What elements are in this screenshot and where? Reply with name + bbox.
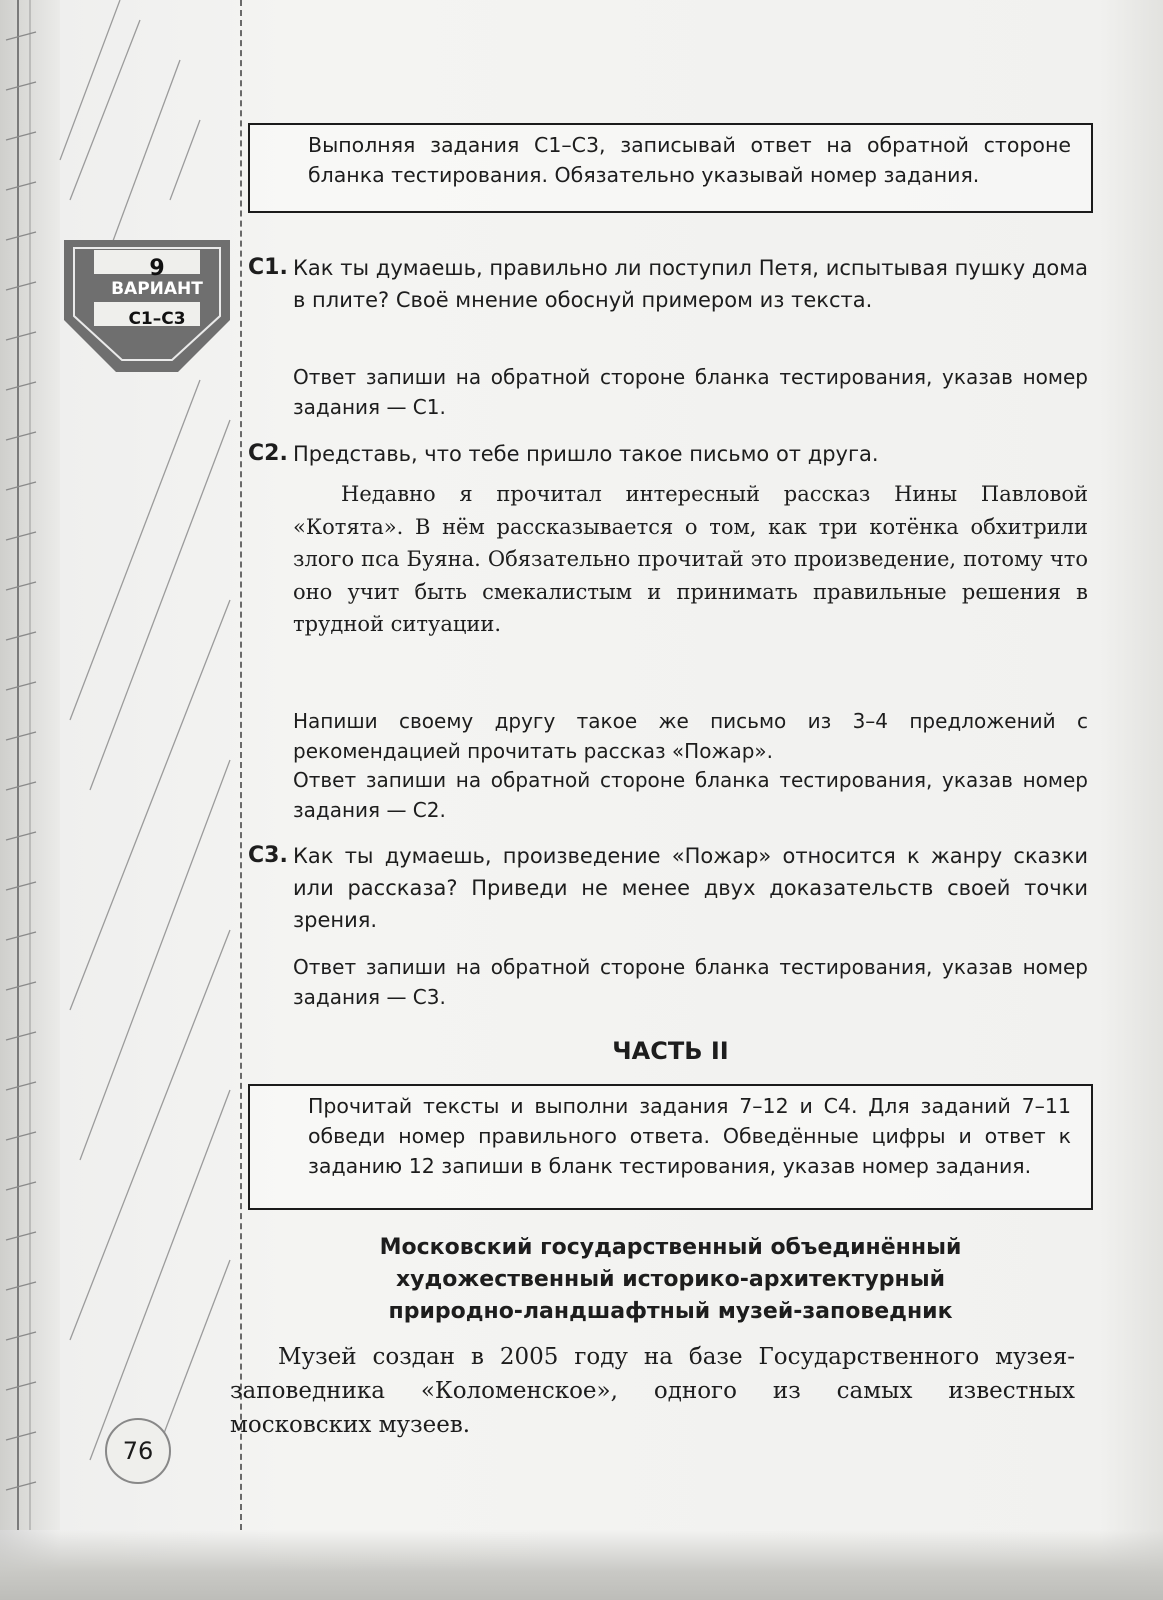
task-number: С1. — [248, 255, 288, 280]
variant-label: ВАРИАНТ — [111, 279, 203, 299]
task-number: С2. — [248, 441, 288, 466]
margin-hatching — [0, 0, 248, 1530]
variant-range: С1–С3 — [128, 309, 186, 329]
task-question: Как ты думаешь, правильно ли поступил Петя, испытывая пушку дома в плите? Своё мнение обоснуй примером из текста. — [293, 256, 1088, 312]
part-heading: ЧАСТЬ II — [612, 1037, 729, 1065]
instruction-part2-text: Прочитай тексты и выполни задания 7–12 и С4. Для заданий 7–11 обведи номер правильного ответа. Обведённые цифры и ответ к заданию 12 запиши в бланк тестирования, указав номер задания. — [308, 1094, 1071, 1178]
task-c3 — [248, 840, 1088, 950]
variant-number: 9 — [149, 256, 165, 281]
task-question: Как ты думаешь, произведение «Пожар» относится к жанру сказки или рассказа? Приведи не менее двух доказательств своей точки зрения. — [293, 844, 1088, 932]
answer-note-c3: Ответ запиши на обратной стороне бланка тестирования, указав номер задания — С3. — [293, 955, 1088, 1009]
instruction-box-top — [248, 123, 1093, 213]
friend-letter: Недавно я прочитал интересный рассказ Нины Павловой «Котята». В нём рассказывается о том, как три котёнка обхитрили злого пса Буяна. Обязательно прочитай это произведение, потому что оно учит быть смекалистым и принимать правильные решения в трудной ситуации. — [293, 482, 1088, 636]
task-c1 — [248, 252, 1088, 362]
page-margin — [0, 0, 248, 1530]
instruction-box-part2 — [248, 1084, 1093, 1210]
answer-note-c2: Ответ запиши на обратной стороне бланка тестирования, указав номер задания — С2. — [293, 768, 1088, 822]
variant-badge — [94, 256, 220, 374]
task-question: Представь, что тебе пришло такое письмо от друга. — [293, 442, 879, 466]
article-body: Музей создан в 2005 году на базе Государственного музея-заповедника «Коломенское», одного из самых известных московских музеев. — [230, 1344, 1075, 1438]
article-title-line1: Московский государственный объединённый — [379, 1235, 962, 1260]
page-number: 76 — [105, 1418, 171, 1484]
task-number: С3. — [248, 843, 288, 868]
scan-bottom-shadow — [0, 1530, 1163, 1600]
instruction-top-text: Выполняя задания С1–С3, записывай ответ на обратной стороне бланка тестирования. Обязательно указывай номер задания. — [308, 133, 1071, 187]
article-title-line3: природно-ландшафтный музей-заповедник — [388, 1299, 953, 1324]
answer-note-c1: Ответ запиши на обратной стороне бланка тестирования, указав номер задания — С1. — [293, 365, 1088, 419]
article-title-line2: художественный историко-архитектурный — [395, 1267, 946, 1292]
dashed-margin-line — [240, 0, 242, 1530]
task-c2-prompt: Напиши своему другу такое же письмо из 3–4 предложений с рекомендацией прочитать рассказ «Пожар». — [293, 709, 1088, 763]
task-c2 — [248, 438, 1088, 474]
